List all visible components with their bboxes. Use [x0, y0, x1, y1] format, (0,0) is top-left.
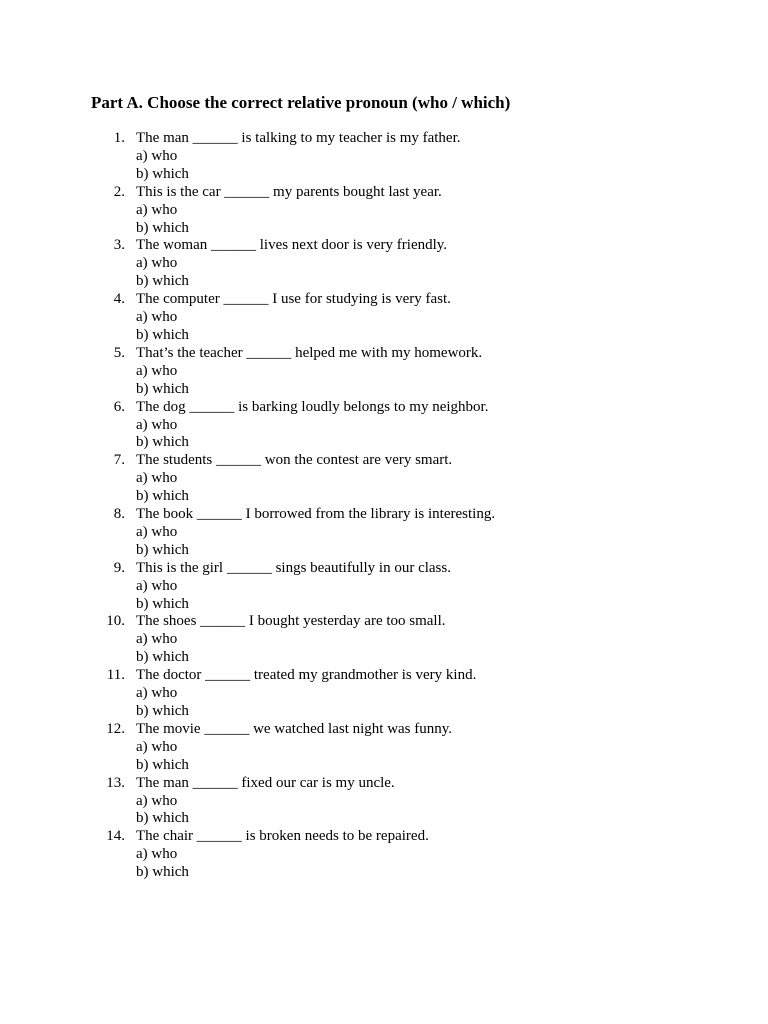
- option-b: b) which: [136, 326, 189, 343]
- question-item: [0, 399, 768, 453]
- question-item: [0, 721, 768, 775]
- option-b: b) which: [136, 649, 189, 666]
- question-list: [0, 130, 768, 882]
- question-item: [0, 613, 768, 667]
- option-b: b) which: [136, 756, 189, 773]
- question-item: [0, 291, 768, 345]
- question-number: 12.: [106, 720, 125, 737]
- question-number: 9.: [113, 559, 125, 576]
- option-b: b) which: [136, 165, 189, 182]
- question-text: This is the car ______ my parents bought last year.: [136, 183, 442, 200]
- option-b: b) which: [136, 380, 189, 397]
- question-text: The movie ______ we watched last night was funny.: [136, 720, 453, 737]
- question-item: [0, 452, 768, 506]
- question-number: 8.: [113, 506, 125, 523]
- question-text: The man ______ fixed our car is my uncle.: [136, 774, 395, 791]
- option-a: a) who: [136, 309, 178, 326]
- option-a: a) who: [136, 792, 178, 809]
- option-b: b) which: [136, 595, 189, 612]
- question-item: [0, 237, 768, 291]
- question-item: [0, 506, 768, 560]
- question-text: The man ______ is talking to my teacher is my father.: [136, 130, 461, 146]
- option-b: b) which: [136, 810, 189, 827]
- option-b: b) which: [136, 864, 189, 881]
- option-a: a) who: [136, 201, 178, 218]
- question-text: The shoes ______ I bought yesterday are too small.: [136, 613, 446, 630]
- question-item: [0, 184, 768, 238]
- question-number: 3.: [113, 237, 125, 254]
- question-number: 1.: [113, 130, 125, 146]
- option-a: a) who: [136, 147, 178, 164]
- option-b: b) which: [136, 219, 189, 236]
- question-text: The doctor ______ treated my grandmother is very kind.: [136, 667, 477, 684]
- question-item: [0, 775, 768, 829]
- option-a: a) who: [136, 846, 178, 863]
- option-a: a) who: [136, 685, 178, 702]
- question-number: 11.: [106, 667, 125, 684]
- question-number: 2.: [113, 183, 125, 200]
- question-item: [0, 345, 768, 399]
- question-text: The students ______ won the contest are very smart.: [136, 452, 453, 469]
- option-a: a) who: [136, 470, 178, 487]
- option-a: a) who: [136, 255, 178, 272]
- question-text: The computer ______ I use for studying is very fast.: [136, 291, 451, 308]
- question-number: 7.: [113, 452, 125, 469]
- question-item: [0, 130, 768, 184]
- question-text: This is the girl ______ sings beautifully in our class.: [136, 559, 451, 576]
- question-item: [0, 667, 768, 721]
- section-heading: Part A. Choose the correct relative pronoun (who / which): [91, 93, 511, 112]
- option-b: b) which: [136, 273, 189, 290]
- option-a: a) who: [136, 738, 178, 755]
- question-number: 6.: [113, 398, 125, 415]
- question-number: 14.: [106, 828, 125, 845]
- option-a: a) who: [136, 416, 178, 433]
- option-b: b) which: [136, 488, 189, 505]
- option-a: a) who: [136, 523, 178, 540]
- question-text: That’s the teacher ______ helped me with my homework.: [136, 344, 483, 361]
- question-number: 5.: [113, 344, 125, 361]
- option-b: b) which: [136, 541, 189, 558]
- question-number: 4.: [113, 291, 125, 308]
- question-number: 13.: [106, 774, 125, 791]
- question-text: The book ______ I borrowed from the library is interesting.: [136, 506, 496, 523]
- question-text: The woman ______ lives next door is very friendly.: [136, 237, 448, 254]
- option-a: a) who: [136, 631, 178, 648]
- question-text: The dog ______ is barking loudly belongs to my neighbor.: [136, 398, 489, 415]
- option-a: a) who: [136, 577, 178, 594]
- option-b: b) which: [136, 434, 189, 451]
- option-a: a) who: [136, 362, 178, 379]
- question-item: [0, 560, 768, 614]
- question-number: 10.: [106, 613, 125, 630]
- question-item: [0, 828, 768, 882]
- question-text: The chair ______ is broken needs to be repaired.: [136, 828, 429, 845]
- option-b: b) which: [136, 703, 189, 719]
